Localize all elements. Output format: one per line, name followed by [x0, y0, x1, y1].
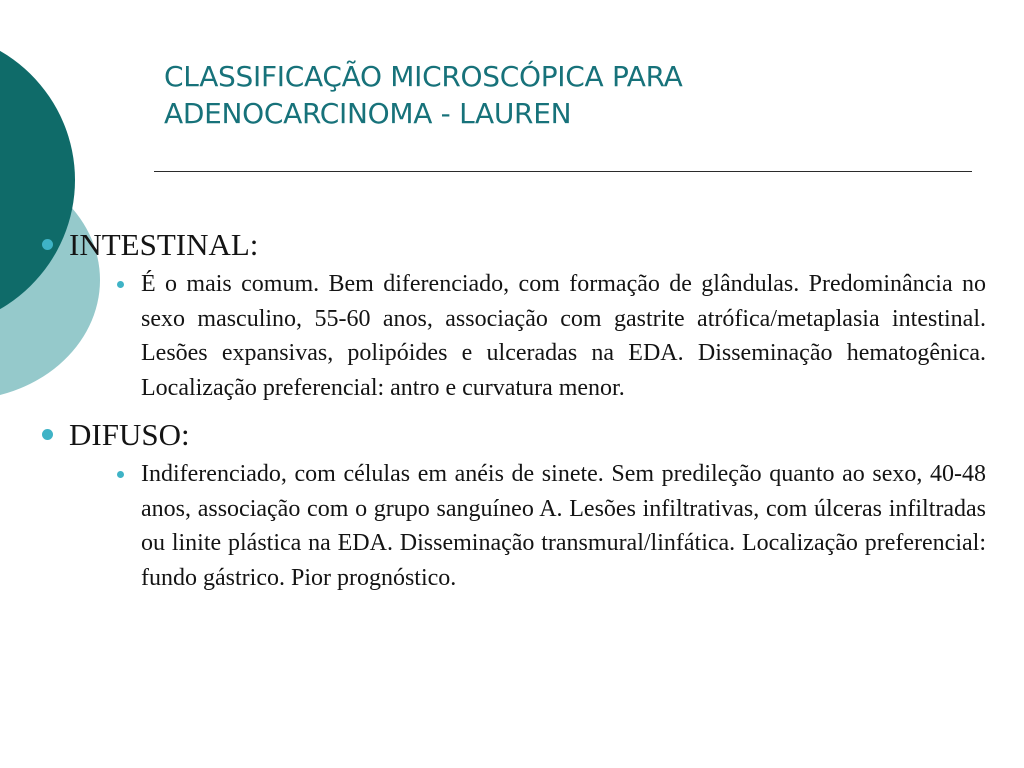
paragraph-text: Indiferenciado, com células em anéis de sinete. Sem predileção quanto ao sexo, 40-48 anos, associação com o grupo sanguíneo A. Lesões infiltrativas, com úlceras infiltradas ou linite plástica na EDA. Disseminação transmural/linfática. Localização preferencial: fundo gástrico. Pior prognóstico. [141, 461, 986, 591]
slide-title [164, 58, 984, 132]
paragraph-text: É o mais comum. Bem diferenciado, com formação de glândulas. Predominância no sexo masculino, 55-60 anos, associação com gastrite atrófica/metaplasia intestinal. Lesões expansivas, polipóides e ulceradas na EDA. Disseminação hematogênica. Localização preferencial: antro e curvatura menor. [141, 271, 986, 401]
section-text-difuso [141, 457, 986, 595]
heading-text: DIFUSO: [69, 417, 190, 452]
section-text-intestinal [141, 267, 986, 405]
title-line-1: CLASSIFICAÇÃO MICROSCÓPICA PARA [164, 60, 683, 93]
heading-text: INTESTINAL: [69, 227, 259, 262]
bullet-icon [42, 429, 53, 440]
section-heading-difuso [38, 416, 986, 454]
sub-bullet-icon [117, 471, 124, 478]
bullet-icon [42, 239, 53, 250]
title-line-2: ADENOCARCINOMA - LAUREN [164, 97, 572, 130]
sub-bullet-icon [117, 281, 124, 288]
slide-body [38, 226, 986, 595]
title-divider [154, 171, 972, 172]
section-heading-intestinal [38, 226, 986, 264]
